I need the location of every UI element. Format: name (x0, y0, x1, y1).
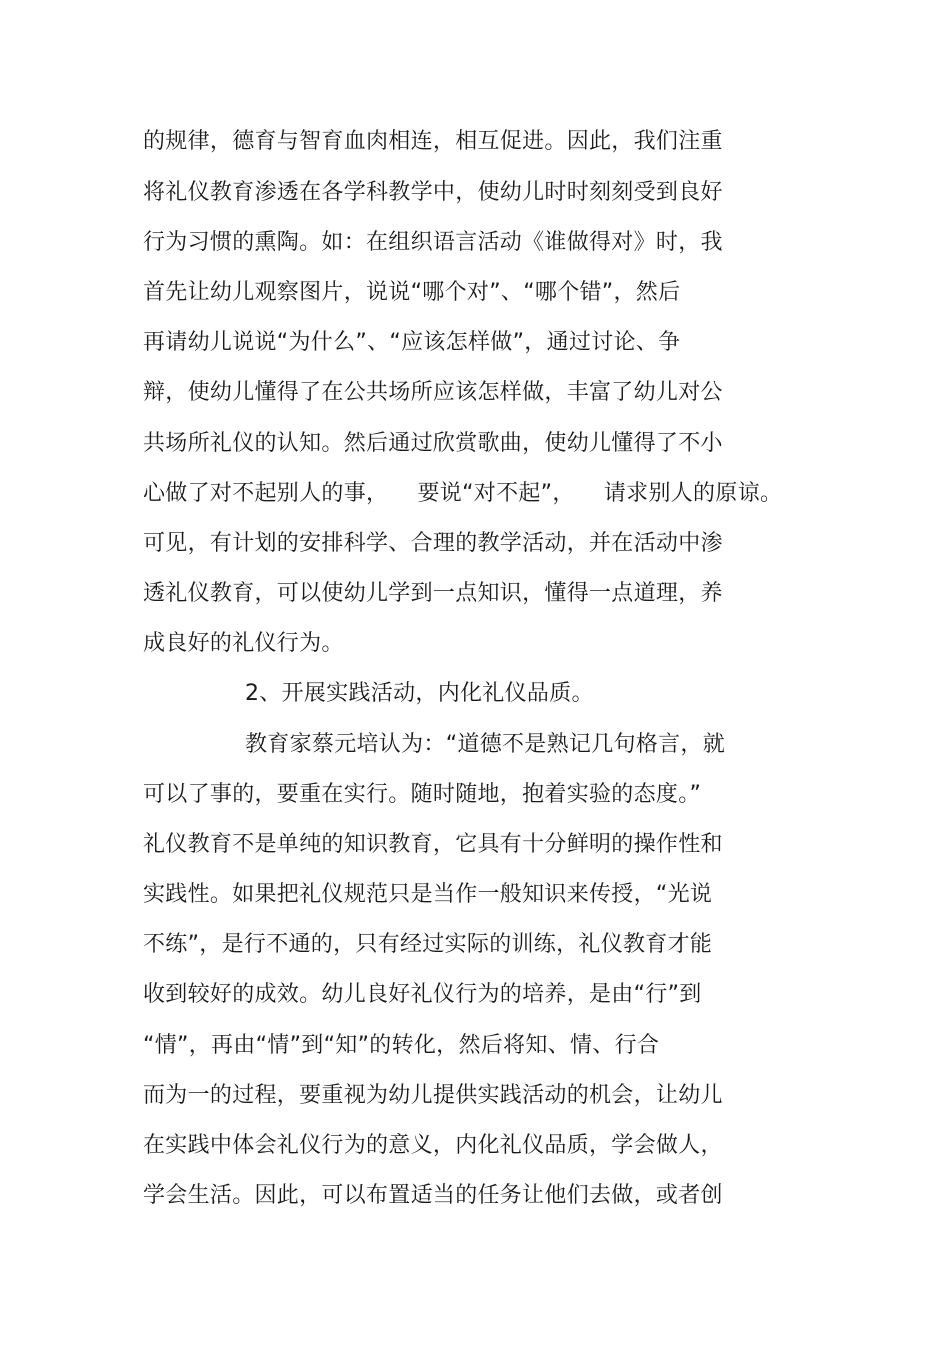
text-line: 而为一的过程，要重视为幼儿提供实践活动的机会，让幼儿 (143, 1083, 723, 1108)
text-line: 心做了对不起别人的事， 要说“对不起”， 请求别人的原谅。 (143, 481, 783, 506)
text-line: 行为习惯的熏陶。如：在组织语言活动《谁做得对》时，我 (143, 230, 723, 255)
text-line: 再请幼儿说说“为什么”、“应该怎样做”，通过讨论、争 (143, 330, 681, 355)
text-line: 收到较好的成效。幼儿良好礼仪行为的培养，是由“行”到 (143, 982, 702, 1007)
paragraph-first-line: 教育家蔡元培认为：“道德不是熟记几句格言，就 (245, 732, 725, 757)
text-line: 的规律，德育与智育血肉相连，相互促进。因此，我们注重 (143, 129, 723, 154)
text-line: 成良好的礼仪行为。 (143, 631, 344, 656)
text-line: 辩，使幼儿懂得了在公共场所应该怎样做，丰富了幼儿对公 (143, 380, 723, 405)
text-line: 透礼仪教育，可以使幼儿学到一点知识，懂得一点道理，养 (143, 581, 723, 606)
text-line: 将礼仪教育渗透在各学科教学中，使幼儿时时刻刻受到良好 (143, 180, 723, 205)
text-line: 可以了事的，要重在实行。随时随地，抱着实验的态度。” (143, 782, 702, 807)
text-line: 礼仪教育不是单纯的知识教育，它具有十分鲜明的操作性和 (143, 832, 723, 857)
section-heading: 2、开展实践活动，内化礼仪品质。 (245, 681, 594, 706)
text-line: 在实践中体会礼仪行为的意义，内化礼仪品质，学会做人， (143, 1133, 723, 1158)
text-line: 实践性。如果把礼仪规范只是当作一般知识来传授，“光说 (143, 882, 713, 907)
text-line: 可见，有计划的安排科学、合理的教学活动，并在活动中渗 (143, 531, 723, 556)
text-line: 不练”，是行不通的，只有经过实际的训练，礼仪教育才能 (143, 932, 713, 957)
text-line: “情”，再由“情”到“知”的转化，然后将知、情、行合 (143, 1033, 660, 1058)
text-line: 共场所礼仪的认知。然后通过欣赏歌曲，使幼儿懂得了不小 (143, 431, 723, 456)
text-line: 学会生活。因此，可以布置适当的任务让他们去做，或者创 (143, 1183, 723, 1208)
text-line: 首先让幼儿观察图片，说说“哪个对”、“哪个错”，然后 (143, 280, 681, 305)
